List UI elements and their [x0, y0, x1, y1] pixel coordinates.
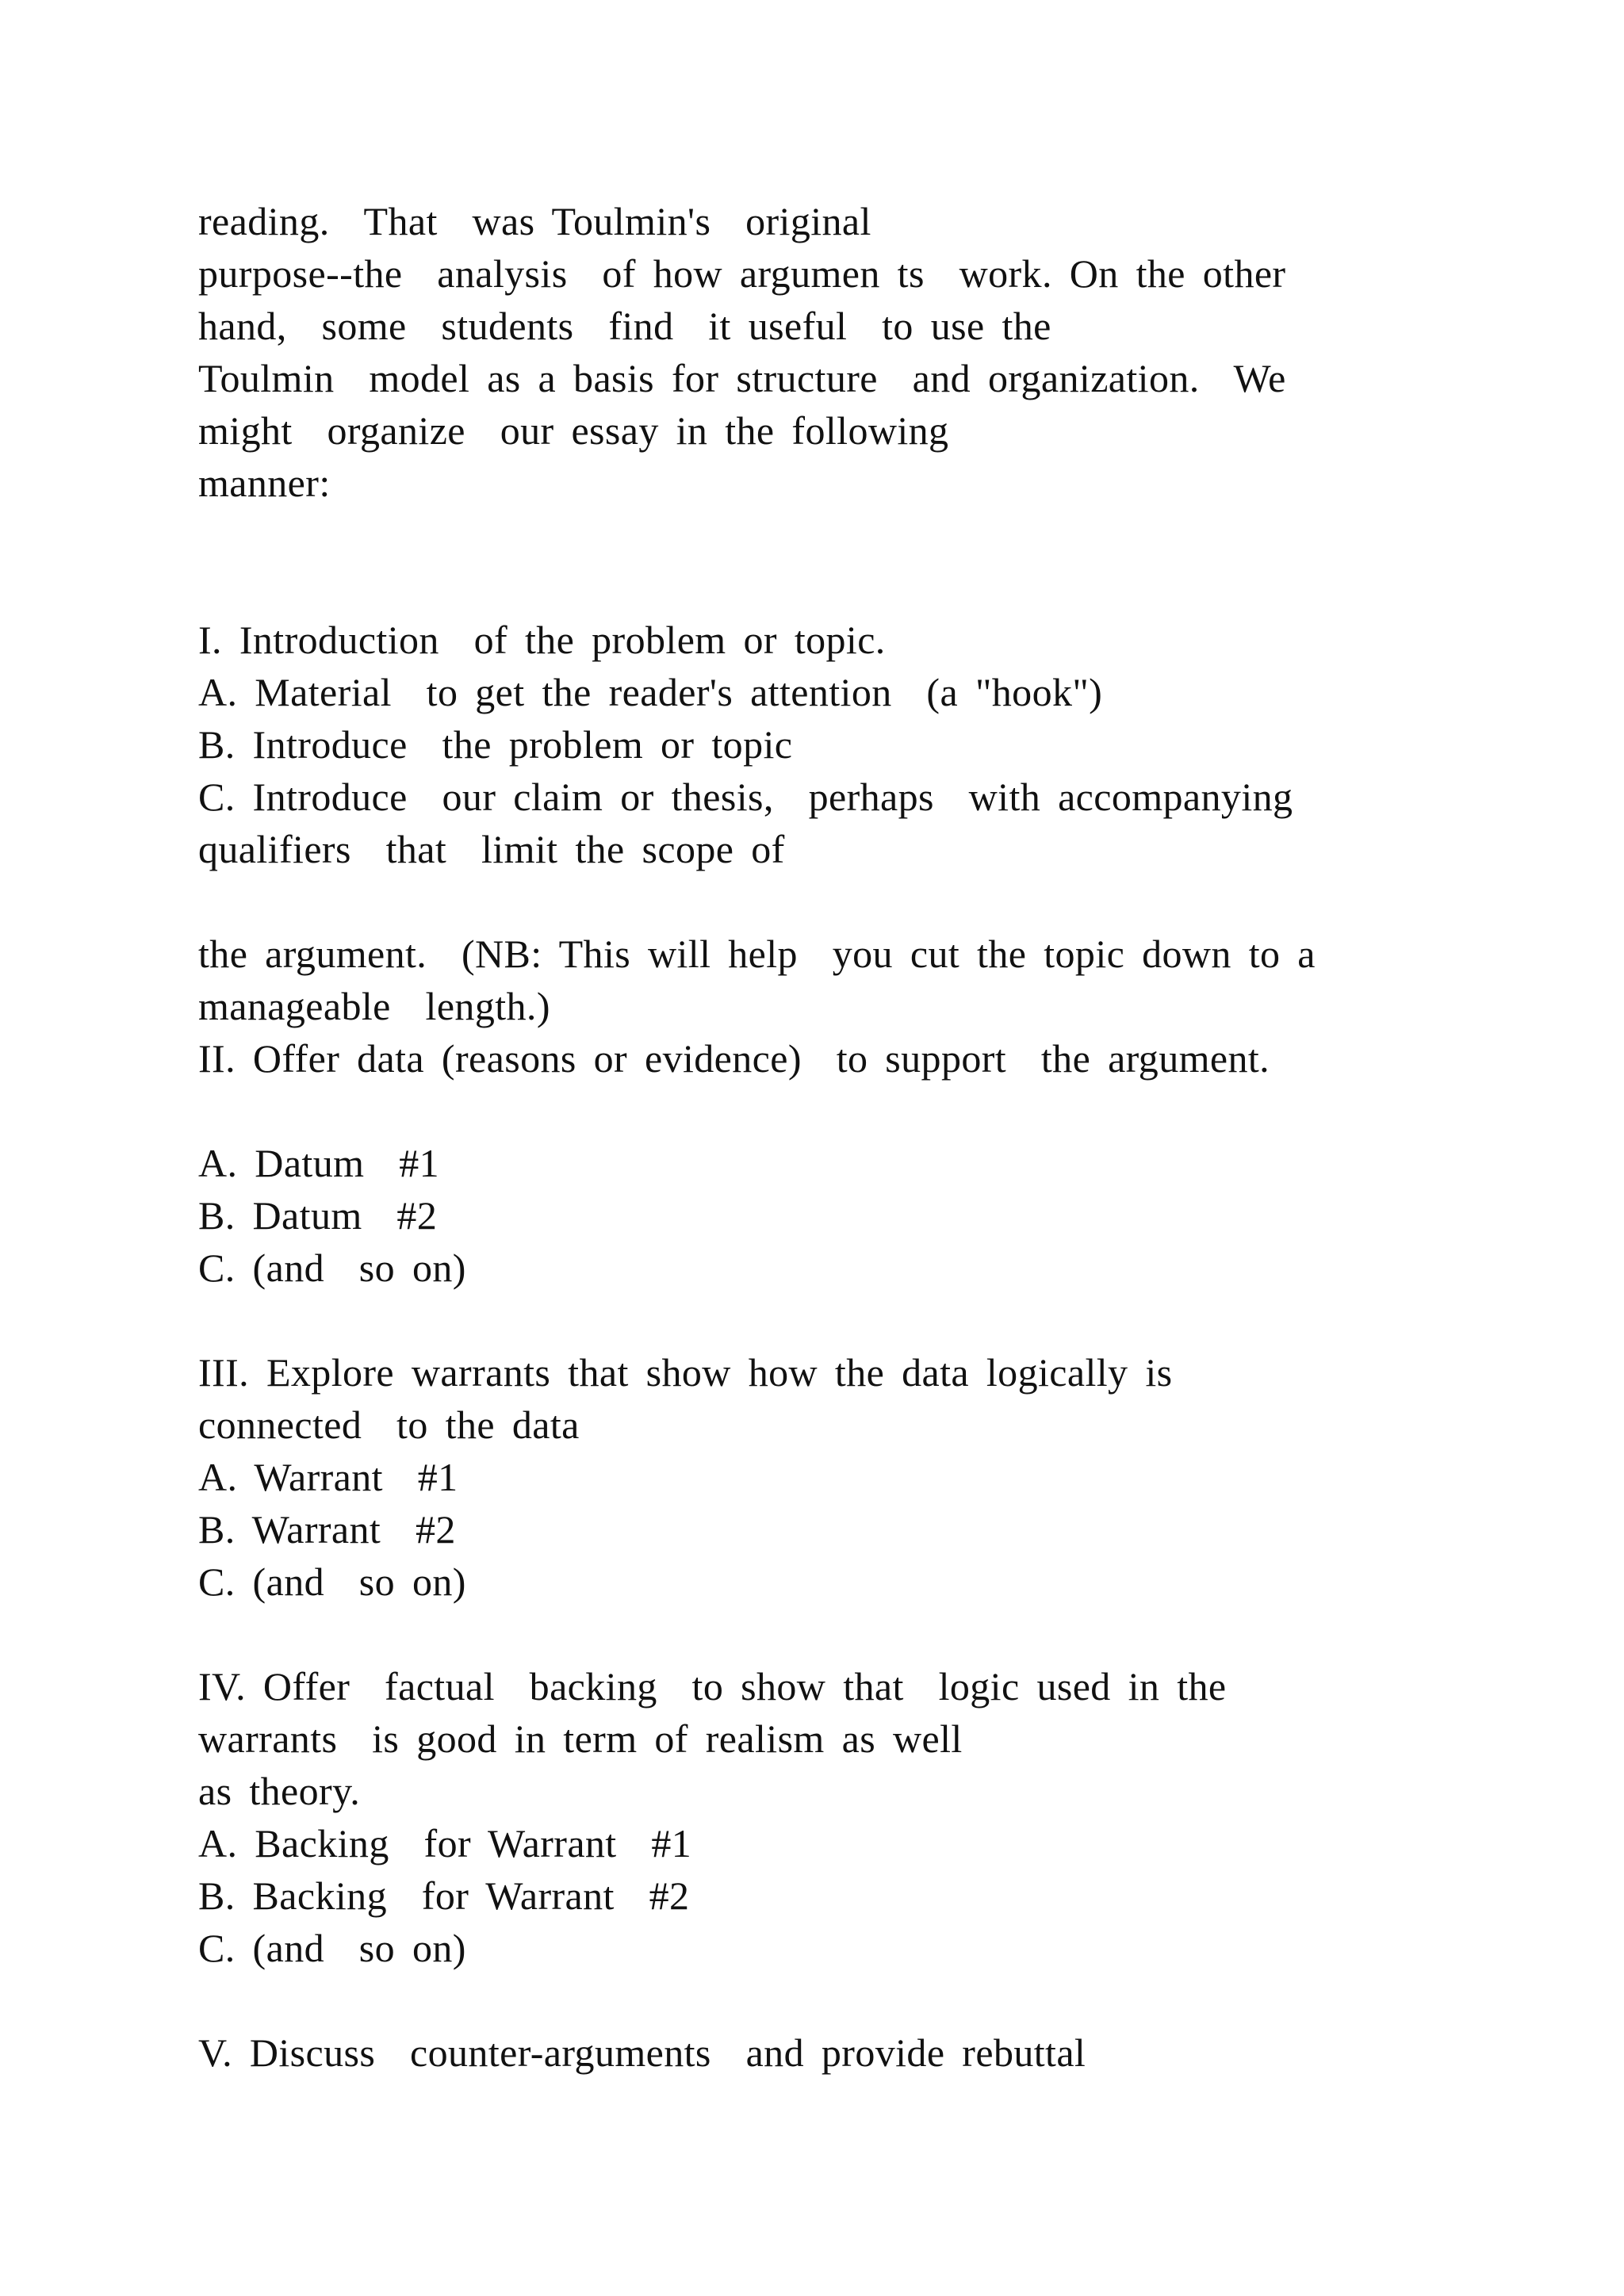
blank-space [198, 1085, 1435, 1137]
text-line: reading. That was Toulmin's original [198, 199, 871, 243]
text-line: purpose--the analysis of how argumen ts work. On the other [198, 251, 1286, 296]
blank-space [198, 1974, 1435, 2026]
outline-item: connected to the data [198, 1402, 580, 1447]
outline-item: as theory. [198, 1769, 361, 1813]
outline-item: warrants is good in term of realism as well [198, 1716, 963, 1761]
outline-item: B. Introduce the problem or topic [198, 722, 793, 767]
outline-item: C. (and so on) [198, 1559, 466, 1604]
blank-space [198, 1608, 1435, 1660]
outline-item: the argument. (NB: This will help you cut the topic down to a [198, 932, 1316, 976]
outline-item: manageable length.) [198, 984, 550, 1028]
outline-heading-3: III. Explore warrants that show how the data logically is [198, 1350, 1173, 1395]
outline-item: A. Backing for Warrant #1 [198, 1821, 692, 1866]
outline-item: C. Introduce our claim or thesis, perhaps with accompanying [198, 775, 1293, 819]
outline-item: C. (and so on) [198, 1246, 466, 1290]
blank-space [198, 509, 1435, 614]
outline-item: B. Datum #2 [198, 1193, 438, 1238]
outline-heading-1: I. Introduction of the problem or topic. [198, 618, 886, 662]
blank-space [198, 1294, 1435, 1346]
document-body [198, 195, 1435, 2079]
text-line: might organize our essay in the following [198, 408, 949, 453]
blank-space [198, 875, 1435, 928]
text-line: Toulmin model as a basis for structure and organization. We [198, 356, 1286, 400]
outline-item: qualifiers that limit the scope of [198, 827, 785, 871]
outline-item: B. Backing for Warrant #2 [198, 1873, 690, 1918]
outline-item: B. Warrant #2 [198, 1507, 456, 1552]
outline-item: A. Datum #1 [198, 1141, 439, 1185]
text-line: hand, some students find it useful to use the [198, 304, 1051, 348]
text-line: manner: [198, 461, 331, 505]
outline-item: A. Warrant #1 [198, 1455, 458, 1499]
outline-heading-5: V. Discuss counter-arguments and provide rebuttal [198, 2030, 1086, 2075]
outline-item: A. Material to get the reader's attention (a "hook") [198, 670, 1103, 714]
outline-heading-4: IV. Offer factual backing to show that logic used in the [198, 1664, 1227, 1709]
outline-item: C. (and so on) [198, 1926, 466, 1970]
outline-heading-2: II. Offer data (reasons or evidence) to support the argument. [198, 1036, 1270, 1081]
